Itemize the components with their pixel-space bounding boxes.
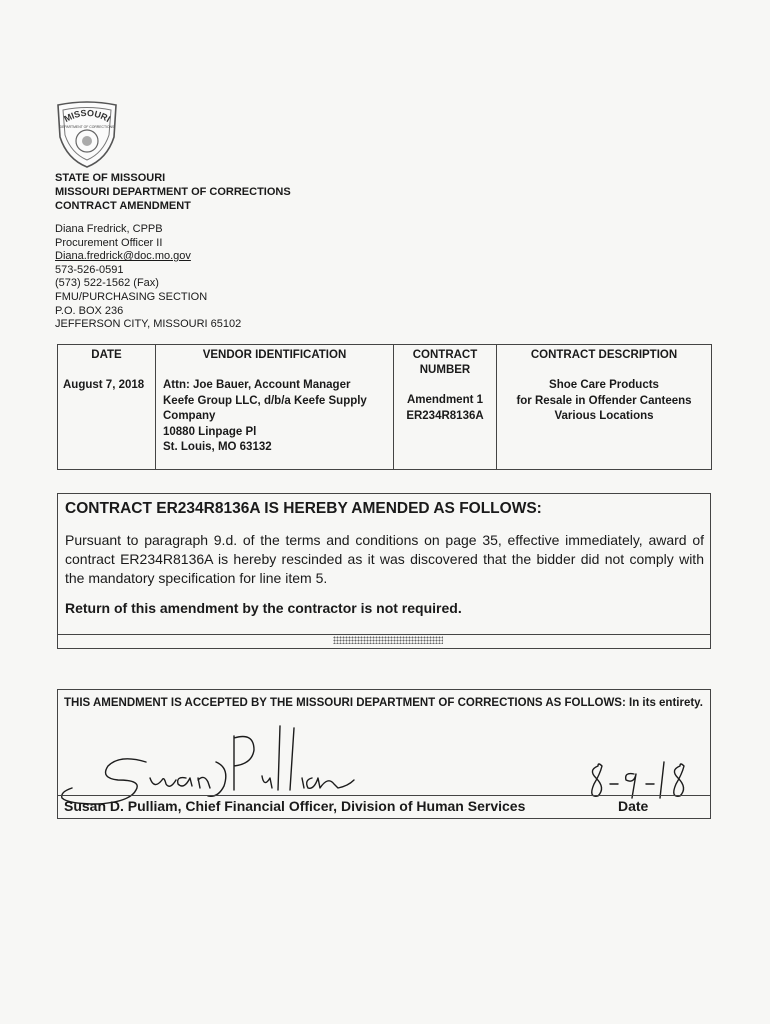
contract-number-header-line2: NUMBER <box>419 364 471 376</box>
vendor-street: 10880 Linpage Pl <box>163 425 257 438</box>
amendment-body: Pursuant to paragraph 9.d. of the terms and conditions on page 35, effective immediately, award of contract ER234R8136A is hereby rescinded as it was discovered that the bidder did not comply with the mandatory specification for line item 5. <box>65 532 704 586</box>
vendor-city: St. Louis, MO 63132 <box>163 441 272 453</box>
amendment-box <box>57 493 711 649</box>
contract-number-header <box>394 348 496 378</box>
contact-city: JEFFERSON CITY, MISSOURI 65102 <box>55 318 242 331</box>
header-doc-type: CONTRACT AMENDMENT <box>55 200 191 212</box>
date-cell <box>58 345 156 470</box>
svg-text:DEPARTMENT OF CORRECTIONS: DEPARTMENT OF CORRECTIONS <box>59 125 115 129</box>
vendor-header: VENDOR IDENTIFICATION <box>202 349 347 361</box>
description-line1: Shoe Care Products <box>549 379 659 391</box>
return-note: Return of this amendment by the contractor is not required. <box>65 600 462 616</box>
contract-id: ER234R8136A <box>406 409 484 422</box>
header-state: STATE OF MISSOURI <box>55 172 166 184</box>
contract-number-cell <box>394 345 497 470</box>
contact-po-box: P.O. BOX 236 <box>55 304 124 317</box>
date-value: August 7, 2018 <box>63 379 145 391</box>
contact-phone: 573-526-0591 <box>55 263 124 276</box>
svg-text:MISSOURI: MISSOURI <box>62 107 113 125</box>
description-line2: for Resale in Offender Canteens <box>516 394 692 407</box>
missouri-doc-seal-icon <box>52 101 122 169</box>
contact-fax: (573) 522-1562 (Fax) <box>55 277 159 290</box>
acceptance-text: THIS AMENDMENT IS ACCEPTED BY THE MISSOURI DEPARTMENT OF CORRECTIONS AS FOLLOWS: In its entirety. <box>64 697 703 709</box>
vendor-company-cont: Company <box>163 410 216 422</box>
contact-section: FMU/PURCHASING SECTION <box>55 290 208 303</box>
signature-line <box>58 795 710 796</box>
contact-title: Procurement Officer II <box>55 236 163 249</box>
date-header: DATE <box>91 349 122 361</box>
amendment-title: CONTRACT ER234R8136A IS HEREBY AMENDED AS FOLLOWS: <box>65 500 542 517</box>
amendment-divider <box>58 634 710 635</box>
contact-email-link[interactable]: Diana.fredrick@doc.mo.gov <box>55 250 191 263</box>
vendor-cell <box>156 345 394 470</box>
vendor-details <box>163 378 367 456</box>
description-line3: Various Locations <box>554 410 654 422</box>
signer-name-title: Susan D. Pulliam, Chief Financial Officer, Division of Human Services <box>64 798 526 814</box>
contact-name: Diana Fredrick, CPPB <box>55 223 163 235</box>
date-label: Date <box>618 798 649 814</box>
vendor-company: Keefe Group LLC, d/b/a Keefe Supply <box>163 394 367 407</box>
amendment-number: Amendment 1 <box>406 394 484 406</box>
dotted-marker <box>333 636 443 644</box>
document-header <box>55 171 291 213</box>
header-department: MISSOURI DEPARTMENT OF CORRECTIONS <box>55 186 291 198</box>
contract-number-header-line1: CONTRACT <box>412 349 478 361</box>
contract-info-table <box>57 344 712 470</box>
contract-number-value <box>394 393 496 424</box>
description-value <box>497 378 711 425</box>
description-cell <box>497 345 712 470</box>
procurement-contact <box>55 223 241 332</box>
vendor-attn: Attn: Joe Bauer, Account Manager <box>163 379 351 391</box>
acceptance-box <box>57 689 711 819</box>
description-header: CONTRACT DESCRIPTION <box>530 349 678 361</box>
